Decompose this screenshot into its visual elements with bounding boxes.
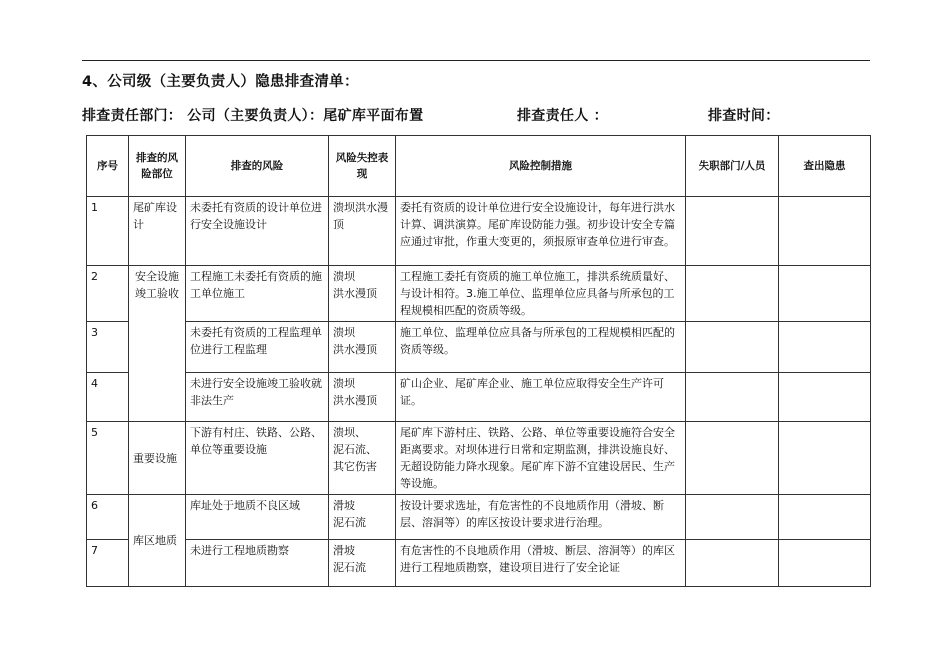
risk-item: 下游有村庄、铁路、公路、单位等重要设施 [186,422,329,495]
responsible-cell [686,322,779,373]
control-measure: 尾矿库下游村庄、铁路、公路、单位等重要设施符合安全距离要求。对坝体进行日常和定期监测，排洪设施良好、无超设防能力降水现象。尾矿库下游不宜建设居民、生产等设施。 [396,422,686,495]
risk-location: 库区地质 [129,495,186,587]
failure-mode: 溃坝 洪水漫顶 [329,322,396,373]
risk-location: 重要设施 [129,422,186,495]
table-row [87,322,871,373]
header-failure: 风险失控表现 [329,136,396,197]
row-index: 4 [87,373,129,422]
section-heading: 4、公司级（主要负责人）隐患排查清单： [82,74,359,90]
header-index: 序号 [87,136,129,197]
header-found: 查出隐患 [779,136,871,197]
row-index: 6 [87,495,129,540]
header-location: 排查的风险部位 [129,136,186,197]
failure-mode: 溃坝、 泥石流、 其它伤害 [329,422,396,495]
risk-item: 库址处于地质不良区域 [186,495,329,540]
table-header-row [87,136,871,197]
responsible-cell [686,373,779,422]
control-measure: 有危害性的不良地质作用（滑坡、断层、溶洞等）的库区进行工程地质勘察，建设项目进行了安全论证 [396,540,686,587]
header-risk: 排查的风险 [186,136,329,197]
found-hazard-cell [779,495,871,540]
failure-mode: 溃坝 洪水漫顶 [329,266,396,322]
risk-item: 未委托有资质的设计单位进行安全设施设计 [186,197,329,266]
failure-mode: 滑坡 泥石流 [329,540,396,587]
failure-mode: 滑坡 泥石流 [329,495,396,540]
found-hazard-cell [779,422,871,495]
responsible-department: 排查责任部门： 公司（主要负责人）：尾矿库平面布置 [82,108,424,124]
row-index: 7 [87,540,129,587]
risk-item: 未进行安全设施竣工验收就非法生产 [186,373,329,422]
responsible-person: 排查责任人 ： [517,108,608,124]
header-measure: 风险控制措施 [396,136,686,197]
table-row [87,540,871,587]
responsible-cell [686,495,779,540]
responsible-cell [686,197,779,266]
table-row [87,422,871,495]
control-measure: 矿山企业、尾矿库企业、施工单位应取得安全生产许可证。 [396,373,686,422]
table-row [87,266,871,322]
found-hazard-cell [779,373,871,422]
row-index: 2 [87,266,129,322]
control-measure: 工程施工委托有资质的施工单位施工，排洪系统质量好、与设计相符。3.施工单位、监理单位应具备与所承包的工程规模相匹配的资质等级。 [396,266,686,322]
risk-item: 未进行工程地质勘察 [186,540,329,587]
control-measure: 按设计要求选址，有危害性的不良地质作用（滑坡、断层、溶洞等）的库区按设计要求进行治理。 [396,495,686,540]
responsible-cell [686,422,779,495]
failure-mode: 溃坝 洪水漫顶 [329,373,396,422]
responsible-cell [686,266,779,322]
top-rule [82,60,870,61]
found-hazard-cell [779,266,871,322]
header-responsible: 失职部门/人员 [686,136,779,197]
table-row [87,373,871,422]
table-row [87,495,871,540]
row-index: 5 [87,422,129,495]
found-hazard-cell [779,540,871,587]
inspection-time: 排查时间： [708,108,780,124]
responsible-cell [686,540,779,587]
risk-item: 工程施工未委托有资质的施工单位施工 [186,266,329,322]
control-measure: 委托有资质的设计单位进行安全设施设计，每年进行洪水计算、调洪演算。尾矿库设防能力强。初步设计安全专篇应通过审批，作重大变更的，须报原审查单位进行审查。 [396,197,686,266]
control-measure: 施工单位、监理单位应具备与所承包的工程规模相匹配的资质等级。 [396,322,686,373]
found-hazard-cell [779,322,871,373]
risk-item: 未委托有资质的工程监理单位进行工程监理 [186,322,329,373]
risk-location: 尾矿库设计 [129,197,186,266]
found-hazard-cell [779,197,871,266]
failure-mode: 溃坝洪水漫顶 [329,197,396,266]
risk-location: 安全设施竣工验收 [129,266,186,422]
table-row [87,197,871,266]
hazard-checklist-table [86,135,871,587]
row-index: 3 [87,322,129,373]
row-index: 1 [87,197,129,266]
